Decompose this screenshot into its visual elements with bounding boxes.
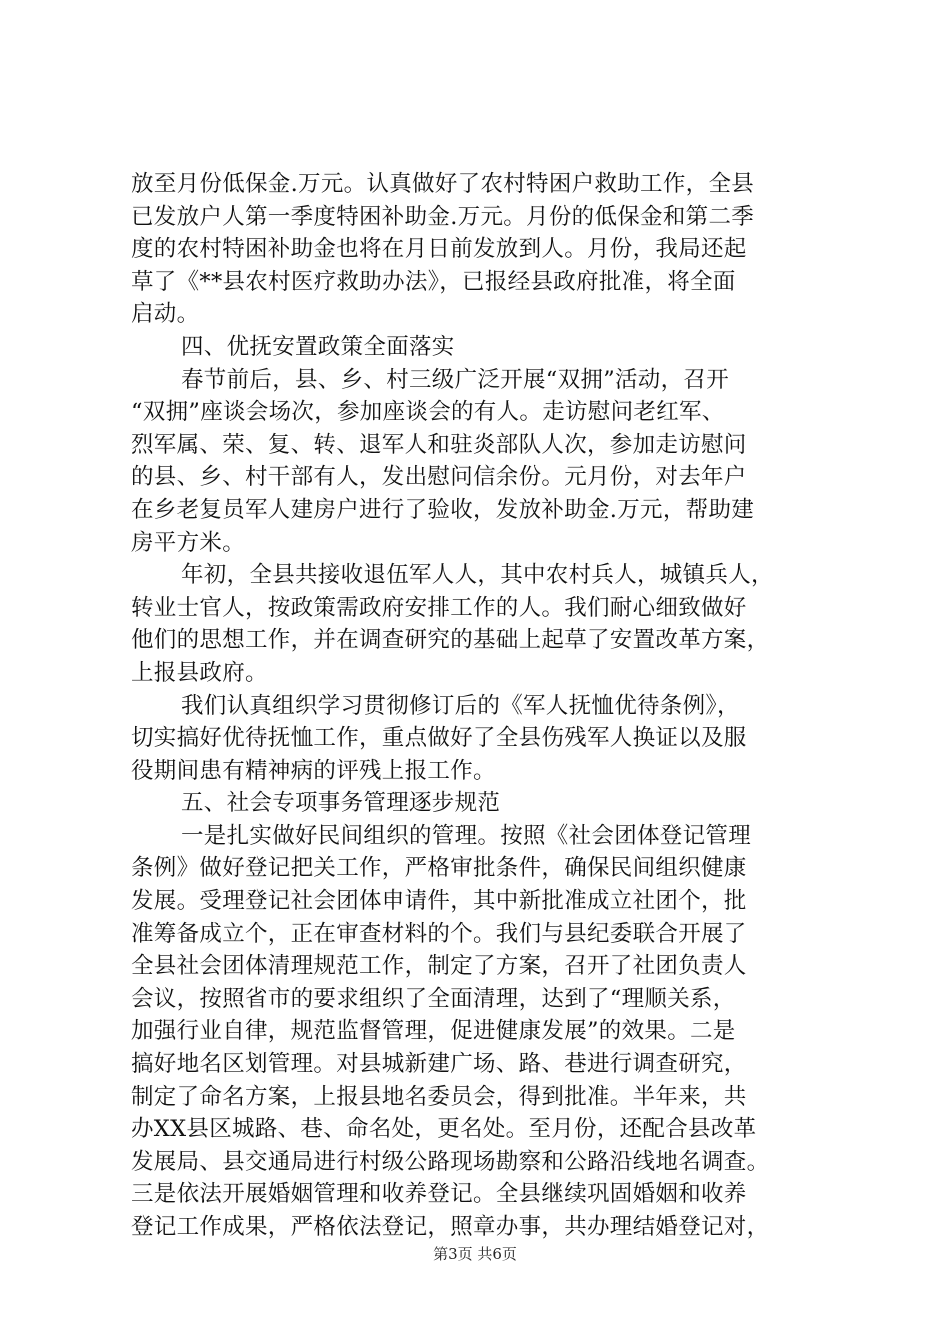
text-line: 上报县政府。 [131, 659, 268, 686]
text-line: 放至月份低保金.万元。认真做好了农村特困户救助工作，全县 [131, 171, 755, 197]
text-line: 转业士官人，按政策需政府安排工作的人。我们耐心细致做好 [131, 594, 747, 621]
text-line: 制定了命名方案，上报县地名委员会，得到批准。半年来，共 [131, 1083, 747, 1110]
text-line: 我们认真组织学习贯彻修订后的《军人抚恤优待条例》， [181, 692, 740, 719]
text-line: 在乡老复员军人建房户进行了验收，发放补助金.万元，帮助建 [131, 496, 755, 523]
text-line: 役期间患有精神病的评残上报工作。 [131, 757, 496, 784]
text-line: 登记工作成果，严格依法登记，照章办事，共办理结婚登记对， [131, 1214, 770, 1240]
text-line: 年初，全县共接收退伍军人人，其中农村兵人，城镇兵人， [181, 562, 774, 589]
text-line: 发展局、县交通局进行村级公路现场勘察和公路沿线地名调查。 [131, 1148, 770, 1175]
text-line: 切实搞好优待抚恤工作，重点做好了全县伤残军人换证以及服 [131, 725, 747, 752]
text-line: 春节前后，县、乡、村三级广泛开展“双拥”活动，召开 [181, 366, 730, 393]
text-line: 他们的思想工作，并在调查研究的基础上起草了安置改革方案， [131, 627, 770, 654]
text-line: 条例》做好登记把关工作，严格审批条件，确保民间组织健康 [131, 855, 747, 882]
text-line: 准筹备成立个，正在审查材料的个。我们与县纪委联合开展了 [131, 920, 747, 947]
text-line: 烈军属、荣、复、转、退军人和驻炎部队人次，参加走访慰问 [131, 431, 747, 458]
text-line: 五、社会专项事务管理逐步规范 [181, 790, 501, 817]
text-line: 办XX县区城路、巷、命名处，更名处。至月份，还配合县改革 [131, 1116, 757, 1143]
text-line: 会议，按照省市的要求组织了全面清理，达到了“理顺关系， [131, 985, 736, 1012]
text-line: 启动。 [131, 301, 200, 328]
text-line: 已发放户人第一季度特困补助金.万元。月份的低保金和第二季 [131, 203, 755, 230]
text-line: 加强行业自律，规范监督管理，促进健康发展”的效果。二是 [131, 1018, 736, 1045]
text-line: 全县社会团体清理规范工作，制定了方案，召开了社团负责人 [131, 953, 747, 980]
text-line: “双拥”座谈会场次，参加座谈会的有人。走访慰问老红军、 [131, 399, 725, 426]
text-line: 度的农村特困补助金也将在月日前发放到人。月份，我局还起 [131, 236, 747, 263]
text-line: 草了《**县农村医疗救助办法》，已报经县政府批准，将全面 [131, 268, 736, 295]
text-line: 三是依法开展婚姻管理和收养登记。全县继续巩固婚姻和收养 [131, 1181, 747, 1208]
text-line: 发展。受理登记社会团体申请件，其中新批准成立社团个，批 [131, 888, 747, 915]
text-line: 房平方米。 [131, 529, 246, 556]
text-line: 一是扎实做好民间组织的管理。按照《社会团体登记管理 [181, 822, 752, 849]
document-body [131, 168, 831, 1244]
page-footer: 第3页 共6页 [433, 1245, 517, 1263]
text-line: 的县、乡、村干部有人，发出慰问信余份。元月份，对去年户 [131, 464, 747, 491]
text-line: 搞好地名区划管理。对县城新建广场、路、巷进行调查研究， [131, 1051, 747, 1078]
text-line: 四、优抚安置政策全面落实 [181, 333, 455, 360]
